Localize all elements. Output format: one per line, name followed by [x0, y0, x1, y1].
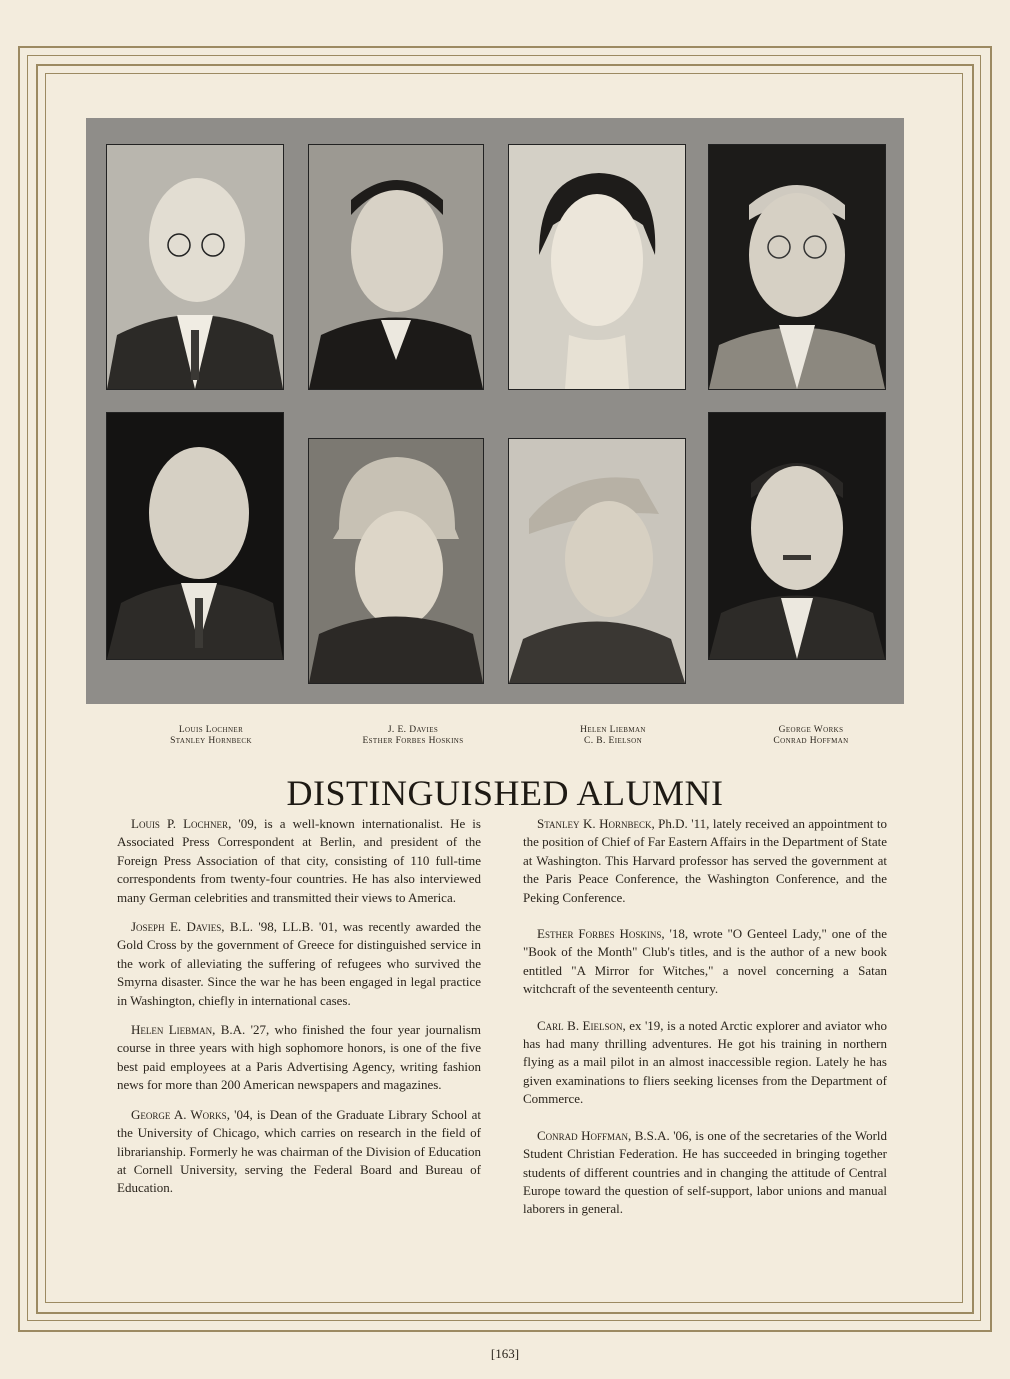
portrait-stanley-hornbeck [106, 412, 284, 660]
caption-2-bottom: Esther Forbes Hoskins [362, 736, 464, 746]
bio-name: Joseph E. Davies [131, 919, 222, 935]
page-title: DISTINGUISHED ALUMNI [286, 773, 724, 813]
caption-4 [716, 725, 906, 747]
bio-paragraph [523, 1017, 887, 1109]
bio-paragraph [117, 1021, 481, 1095]
caption-1-bottom: Stanley Hornbeck [170, 736, 252, 746]
bio-text: , B.S.A. '06, is one of the secretaries of the World Student Christian Federation. He has succeeded in bringing together students of different countries and in changing the attitude of Central Europe toward the question of self-support, labor unions and manual laborers in general. [523, 1127, 888, 1217]
portrait-conrad-hoffman [708, 412, 886, 660]
caption-4-bottom: Conrad Hoffman [773, 736, 849, 746]
bio-paragraph [117, 815, 481, 907]
bio-paragraph [523, 925, 887, 999]
bio-text: , '09, is a well-known internationalist. He is Associated Press Correspondent at Berlin, and president of the Foreign Press Association of that city, consisting of 110 full-time correspondents from twenty-four countries. He has also interviewed many German celebrities and transmitted their views to America. [117, 816, 481, 905]
bio-text: , B.L. '98, LL.B. '01, was recently awarded the Gold Cross by the government of Greece for distinguished service in the work of alleviating the suffering of refugees who survived the Smyrna disaster. Since the war he has been engaged in legal practice in Washington, chiefly in international cases. [117, 919, 482, 1008]
bio-name: George A. Works [131, 1106, 227, 1122]
caption-1 [116, 725, 306, 747]
bio-name: Louis P. Lochner [131, 816, 229, 831]
caption-3 [518, 725, 708, 747]
portrait-louis-lochner [106, 144, 284, 390]
portrait-c-b-eielson [508, 438, 686, 684]
bio-name: Helen Liebman [131, 1022, 213, 1038]
caption-1-top: Louis Lochner [178, 725, 244, 735]
bio-paragraph [117, 918, 481, 1010]
bio-name: Stanley K. Hornbeck [537, 816, 652, 831]
bio-paragraph [523, 815, 887, 907]
portrait-esther-forbes-hoskins [308, 438, 484, 684]
portrait-j-e-davies [308, 144, 484, 390]
caption-4-top: George Works [778, 725, 844, 735]
bio-paragraph [117, 1106, 481, 1198]
portrait-george-works [708, 144, 886, 390]
right-column [523, 815, 887, 1237]
caption-2 [318, 725, 508, 747]
portrait-helen-liebman [508, 144, 686, 390]
caption-3-top: Helen Liebman [580, 725, 646, 735]
bio-text: , '04, is Dean of the Graduate Library School at the University of Chicago, which carries on research in the field of librarianship. Formerly he was chairman of the Division of Education at Cornell University, serving the Federal Board and Bureau of Education. [117, 1106, 481, 1196]
left-column [117, 815, 481, 1209]
bio-text: , '18, wrote "O Genteel Lady," one of the "Book of the Month" Club's titles, and is the author of a new book entitled "A Mirror for Witches," a novel concerning a Satan witchcraft of the seventeenth century. [523, 926, 887, 997]
bio-text: , B.A. '27, who finished the four year journalism course in three years with high sophomore honors, is one of the five best paid employees at a Paris Advertising Agency, writing fashion news for more than 200 American newspapers and magazines. [117, 1022, 481, 1093]
caption-2-top: J. E. Davies [387, 725, 439, 735]
caption-3-bottom: C. B. Eielson [583, 736, 643, 746]
bio-name: Conrad Hoffman [537, 1127, 629, 1143]
bio-text: , Ph.D. '11, lately received an appointment to the position of Chief of Far Eastern Affairs in the Department of State at Washington. This Harvard professor has served the government at the Paris Peace Conference, the Washington Conference, and the Peking Conference. [523, 816, 887, 905]
page-number: [163] [490, 1346, 520, 1361]
bio-name: Carl B. Eielson [537, 1017, 623, 1033]
photo-panel [86, 118, 904, 704]
bio-text: , ex '19, is a noted Arctic explorer and aviator who has had many thrilling adventures. He got his training in northern flying as a mail pilot in an almost inaccessible region. Lately he has given examinations to fliers seeking licenses from the Department of Commerce. [523, 1017, 887, 1107]
bio-paragraph [523, 1127, 887, 1219]
bio-name: Esther Forbes Hoskins [537, 926, 662, 942]
